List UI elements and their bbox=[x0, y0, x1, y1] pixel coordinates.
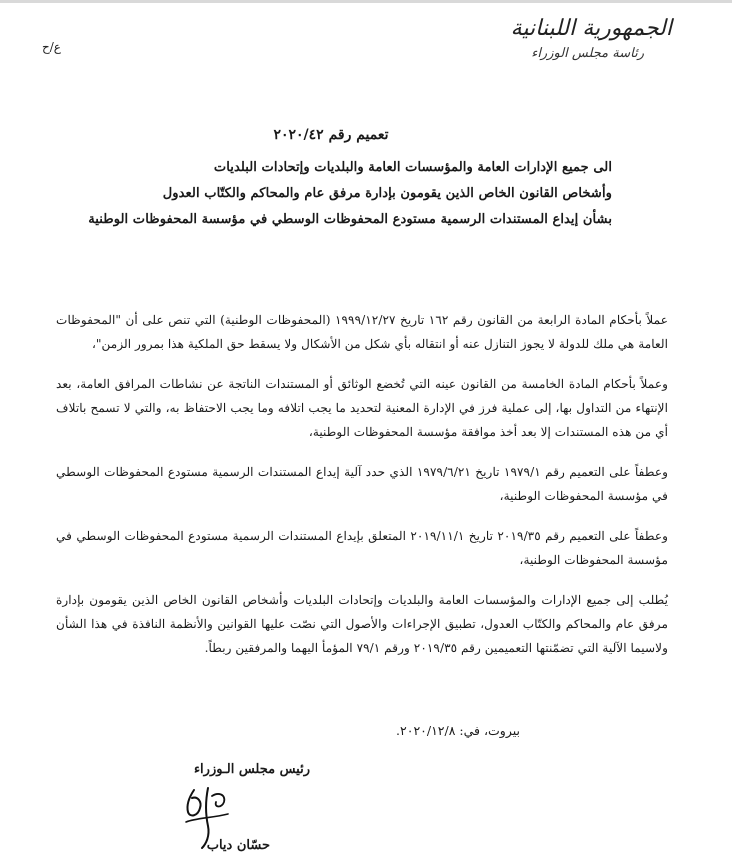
circular-subject: بشأن إيداع المستندات الرسمية مستودع المحفوظات الوسطي في مؤسسة المحفوظات الوطنية bbox=[88, 212, 612, 227]
letterhead-title: الجمهورية اللبنانية bbox=[510, 16, 672, 41]
body-paragraph: وعطفاً على التعميم رقم ٢٠١٩/٣٥ تاريخ ٢٠١٩/١١/١ المتعلق بإيداع المستندات الرسمية مستودع المحفوظات الوسطي في مؤسسة المحفوظات الوطنية، bbox=[56, 529, 669, 567]
recipients-line-1: الى جميع الإدارات العامة والمؤسسات العامة والبلديات وإتحادات البلديات bbox=[213, 160, 612, 175]
letterhead-subtitle: رئاسة مجلس الوزراء bbox=[531, 46, 644, 61]
body-paragraph: وعملاً بأحكام المادة الخامسة من القانون عينه التي تُخضع الوثائق أو المستندات الناتجة عن نشاطات المرافق العامة، بعد الإنتهاء من التداول بها، إلى عملية فرز في الإدارة المعنية لتحديد ما يجب اتلافه وما يجب الاحتفاظ به، والتي لا تسمح باتلاف أي من هذه المستندات إلا بعد أخذ موافقة مؤسسة المحفوظات الوطنية، bbox=[56, 377, 668, 439]
place-and-date: بيروت، في: ٢٠٢٠/١٢/٨. bbox=[396, 723, 520, 738]
body-paragraph: وعطفاً على التعميم رقم ١٩٧٩/١ تاريخ ١٩٧٩/٦/٢١ الذي حدد آلية إيداع المستندات الرسمية مستودع المحفوظات الوسطي في مؤسسة المحفوظات الوطنية، bbox=[56, 465, 668, 503]
body-paragraph: عملاً بأحكام المادة الرابعة من القانون رقم ١٦٢ تاريخ ١٩٩٩/١٢/٢٧ (المحفوظات الوطنية) التي تنص على أن "المحفوظات العامة هي ملك للدولة لا يجوز التنازل عنه أو انتقاله بأي شكل من الأشكال ولا يسقط حق الملكية هذا بمرور الزمن"، bbox=[56, 313, 668, 351]
circular-title: تعميم رقم ٢٠٢٠/٤٢ bbox=[273, 127, 389, 143]
top-edge-rule bbox=[0, 0, 732, 3]
body-paragraph: يُطلب إلى جميع الإدارات والمؤسسات العامة والبلديات وإتحادات البلديات وأشخاص القانون الخاص الذين يقومون بإدارة مرفق عام والمحاكم والكتّاب العدول، تطبيق الإجراءات والأصول التي نصّت عليها القوانين والأنظمة النافذة في هذا الشأن ولاسيما الآلية التي تضمّنتها التعميمين رقم ٢٠١٩/٣٥ ورقم ٧٩/١ المؤمأ اليهما والمرفقين ربطاً. bbox=[56, 593, 668, 655]
circular-heading bbox=[88, 124, 612, 232]
reference-code: ع/ح bbox=[42, 40, 61, 54]
signer-name: حسّان دياب bbox=[206, 838, 270, 853]
circular-body bbox=[56, 308, 668, 676]
recipients-line-2: وأشخاص القانون الخاص الذين يقومون بإدارة مرفق عام والمحاكم والكتّاب العدول bbox=[162, 186, 612, 201]
letterhead bbox=[472, 14, 672, 61]
signer-title: رئيس مجلس الـوزراء bbox=[193, 762, 310, 777]
